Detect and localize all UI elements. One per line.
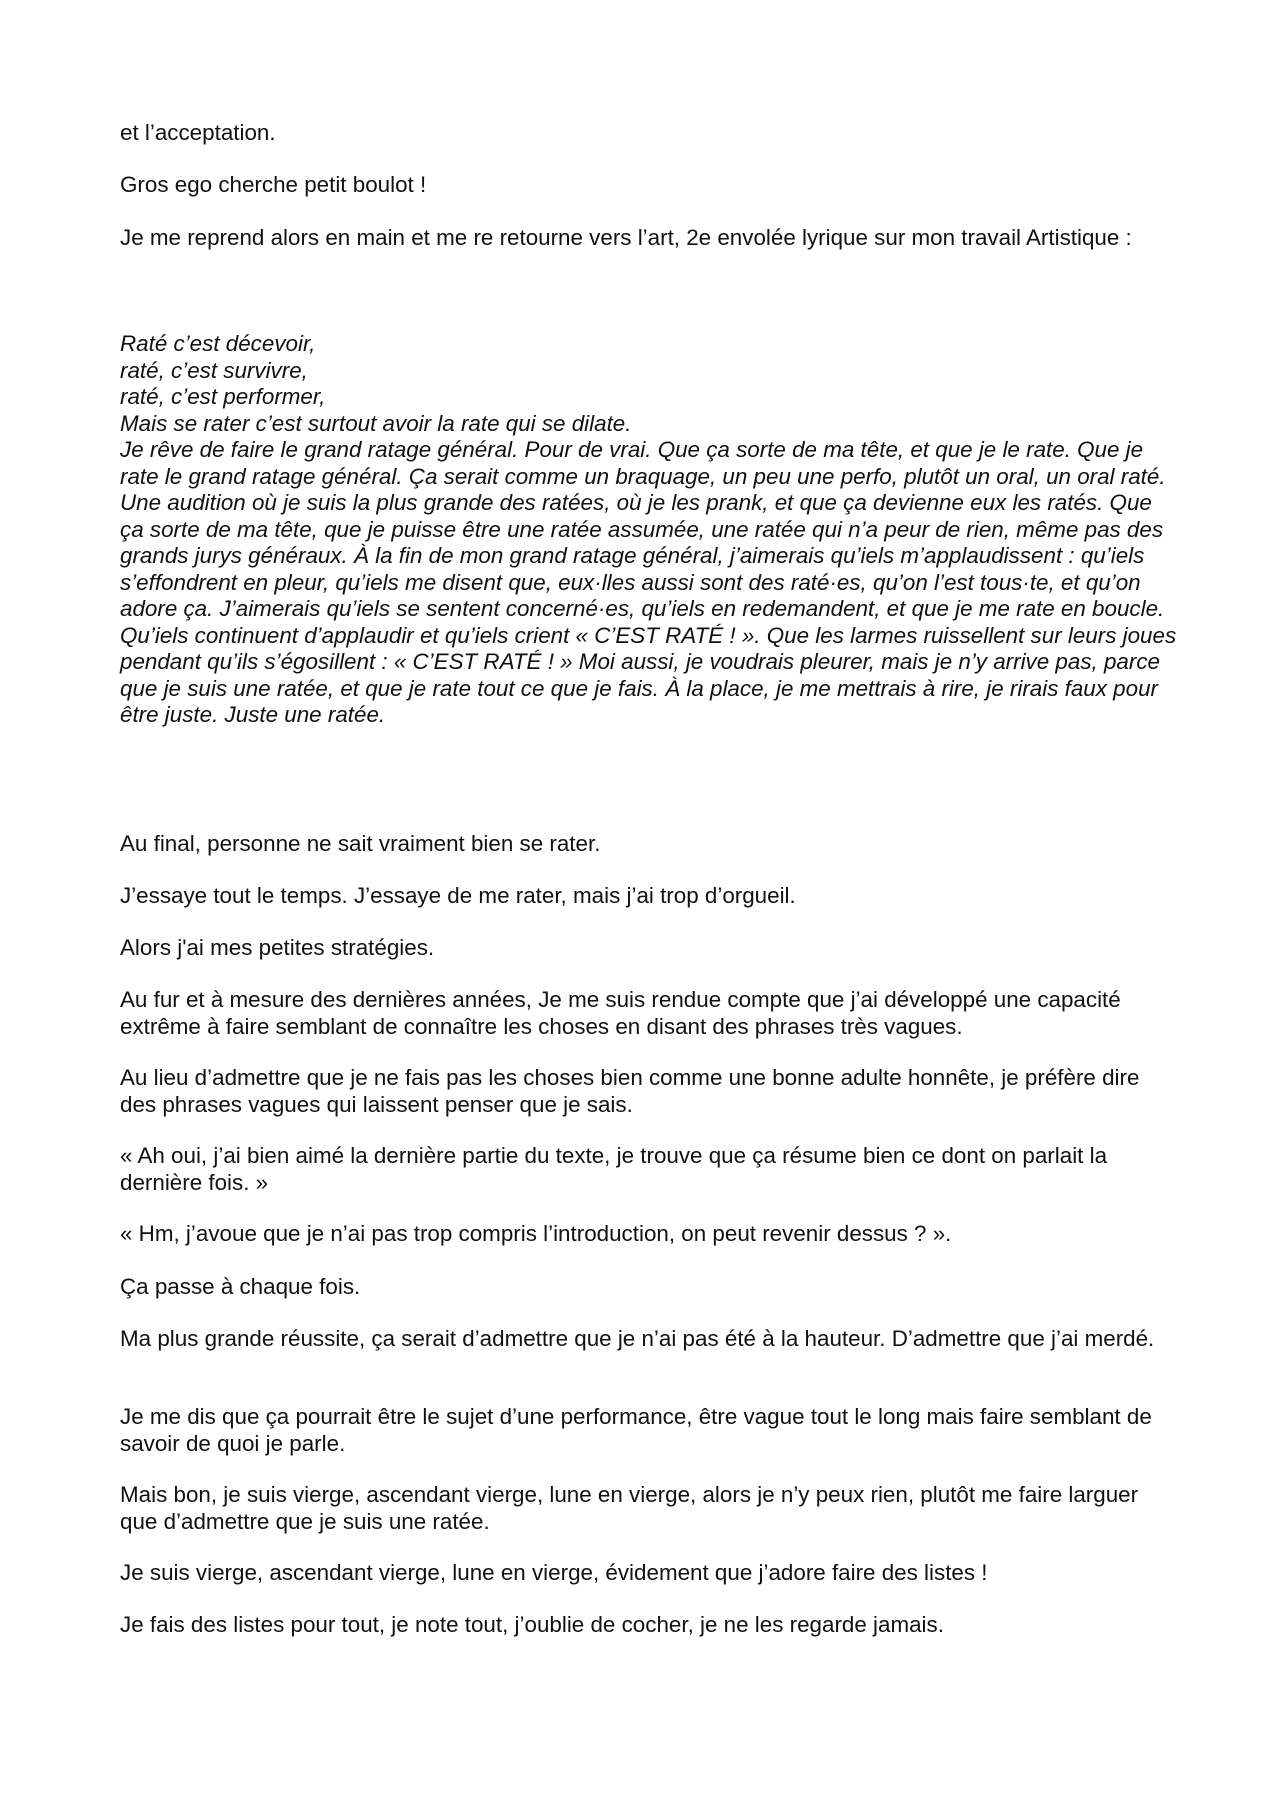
paragraph-au-final: Au final, personne ne sait vraiment bien se rater. [120, 831, 601, 856]
paragraph-jessaye: J’essaye tout le temps. J’essaye de me rater, mais j’ai trop d’orgueil. [120, 883, 796, 908]
paragraph-listes-pour-tout: Je fais des listes pour tout, je note tout, j’oublie de cocher, je ne les regarde jamais. [120, 1612, 944, 1637]
poem-line: raté, c’est performer, [120, 384, 326, 409]
poem-line: raté, c’est survivre, [120, 357, 308, 383]
paragraph-ca-passe: Ça passe à chaque fois. [120, 1274, 361, 1299]
paragraph-gros-ego: Gros ego cherche petit boulot ! [120, 172, 427, 197]
paragraph-vierge-listes: Je suis vierge, ascendant vierge, lune en vierge, évidement que j’adore faire des listes ! [120, 1560, 988, 1585]
poem-line: Raté c’est décevoir, [120, 331, 316, 356]
paragraph-au-fur-et-a-mesure: Au fur et à mesure des dernières années, Je me suis rendue compte que j’ai développé une capacité extrême à faire semblant de connaître les choses en disant des phrases très vagues. [120, 987, 1121, 1039]
paragraph-strategies: Alors j'ai mes petites stratégies. [120, 935, 435, 960]
poem-block [120, 331, 1180, 729]
quote-hm: « Hm, j’avoue que je n’ai pas trop compris l’introduction, on peut revenir dessus ? ». [120, 1221, 952, 1246]
paragraph-plus-grande-reussite: Ma plus grande réussite, ça serait d’admettre que je n’ai pas été à la hauteur. D’admettre que j’ai merdé. [120, 1326, 1155, 1351]
paragraph-vierge-larguer: Mais bon, je suis vierge, ascendant vierge, lune en vierge, alors je n’y peux rien, plutôt me faire larguer que d’admettre que je suis une ratée. [120, 1482, 1139, 1534]
poem-line: Mais se rater c’est surtout avoir la rate qui se dilate. [120, 410, 632, 436]
poem-paragraph: Je rêve de faire le grand ratage général. Pour de vrai. Que ça sorte de ma tête, et que je le rate. Que je rate le grand ratage général. Ça serait comme un braquage, un peu une perfo, plutôt un oral, un oral raté. Une audition où je suis la plus grande des ratées, où je les prank, et que ça devienne eux les ratés. Que ça sorte de ma tête, que je puisse être une ratée assumée, une ratée qui n’a peur de rien, même pas des grands jurys généraux. À la fin de mon grand ratage général, j’aimerais qu’iels m’applaudissent : qu’iels s’effondrent en pleur, qu’iels me disent que, eux·lles aussi sont des raté·es, qu’on l’est tous·te, et qu’on adore ça. J’aimerais qu’iels se sentent concerné·es, qu’iels en redemandent, et que je me rate en boucle. Qu’iels continuent d’applaudir et qu’iels crient « C’EST RATÉ ! ». Que les larmes ruissellent sur leurs joues pendant qu’ils s’égosillent : « C’EST RATÉ ! » Moi aussi, je voudrais pleurer, mais je n’y arrive pas, parce que je suis une ratée, et que je rate tout ce que je fais. À la place, je me mettrais à rire, je rirais faux pour être juste. Juste une ratée. [120, 437, 1177, 727]
paragraph-envolee-lyrique: Je me reprend alors en main et me re retourne vers l’art, 2e envolée lyrique sur mon travail Artistique : [120, 225, 1132, 250]
paragraph-sujet-performance: Je me dis que ça pourrait être le sujet d’une performance, être vague tout le long mais faire semblant de savoir de quoi je parle. [120, 1404, 1152, 1456]
paragraph-au-lieu-dadmettre: Au lieu d’admettre que je ne fais pas les choses bien comme une bonne adulte honnête, je préfère dire des phrases vagues qui laissent penser que je sais. [120, 1065, 1140, 1117]
quote-ah-oui: « Ah oui, j’ai bien aimé la dernière partie du texte, je trouve que ça résume bien ce dont on parlait la dernière fois. » [120, 1143, 1108, 1195]
paragraph-acceptation: et l’acceptation. [120, 120, 276, 145]
